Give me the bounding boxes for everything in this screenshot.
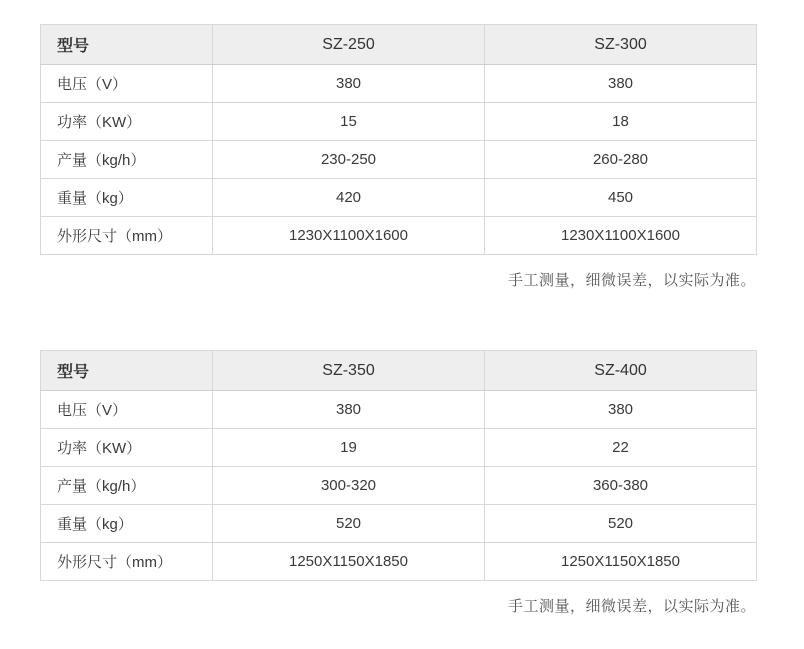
cell-dimensions-sz300: 1230X1100X1600: [485, 217, 757, 255]
cell-output-sz400: 360-380: [485, 467, 757, 505]
table-row: [41, 65, 757, 103]
table-row: [41, 103, 757, 141]
cell-output-sz350: 300-320: [213, 467, 485, 505]
cell-weight-sz350: 520: [213, 505, 485, 543]
spec-block-2: [40, 350, 756, 616]
table-row: [41, 391, 757, 429]
cell-dimensions-sz400: 1250X1150X1850: [485, 543, 757, 581]
cell-dimensions-sz250: 1230X1100X1600: [213, 217, 485, 255]
table-header-row: [41, 25, 757, 65]
spec-table-1: [40, 24, 757, 255]
row-label-voltage: 电压（V）: [41, 391, 213, 429]
table-row: [41, 467, 757, 505]
cell-power-sz350: 19: [213, 429, 485, 467]
table-header-1: [41, 25, 757, 65]
cell-weight-sz250: 420: [213, 179, 485, 217]
table-row: [41, 543, 757, 581]
table-header-row: [41, 351, 757, 391]
table-row: [41, 141, 757, 179]
row-label-output: 产量（kg/h）: [41, 141, 213, 179]
cell-dimensions-sz350: 1250X1150X1850: [213, 543, 485, 581]
spec-block-1: [40, 24, 756, 290]
row-label-voltage: 电压（V）: [41, 65, 213, 103]
row-label-power: 功率（KW）: [41, 103, 213, 141]
cell-output-sz250: 230-250: [213, 141, 485, 179]
cell-power-sz250: 15: [213, 103, 485, 141]
cell-voltage-sz400: 380: [485, 391, 757, 429]
row-label-dimensions: 外形尺寸（mm）: [41, 543, 213, 581]
table-row: [41, 505, 757, 543]
table-row: [41, 429, 757, 467]
cell-voltage-sz300: 380: [485, 65, 757, 103]
cell-power-sz400: 22: [485, 429, 757, 467]
cell-voltage-sz250: 380: [213, 65, 485, 103]
table-body-1: [41, 65, 757, 255]
column-header-sz300: SZ-300: [485, 25, 757, 65]
column-header-model: 型号: [41, 25, 213, 65]
cell-weight-sz400: 520: [485, 505, 757, 543]
column-header-model: 型号: [41, 351, 213, 391]
cell-weight-sz300: 450: [485, 179, 757, 217]
cell-output-sz300: 260-280: [485, 141, 757, 179]
column-header-sz350: SZ-350: [213, 351, 485, 391]
measurement-note-1: 手工测量，细微误差，以实际为准。: [507, 272, 756, 289]
table-row: [41, 217, 757, 255]
measurement-note-2: 手工测量，细微误差，以实际为准。: [507, 598, 756, 615]
row-label-power: 功率（KW）: [41, 429, 213, 467]
table-row: [41, 179, 757, 217]
table-header-2: [41, 351, 757, 391]
row-label-dimensions: 外形尺寸（mm）: [41, 217, 213, 255]
column-header-sz400: SZ-400: [485, 351, 757, 391]
row-label-output: 产量（kg/h）: [41, 467, 213, 505]
row-label-weight: 重量（kg）: [41, 179, 213, 217]
cell-voltage-sz350: 380: [213, 391, 485, 429]
spec-table-2: [40, 350, 757, 581]
table-body-2: [41, 391, 757, 581]
row-label-weight: 重量（kg）: [41, 505, 213, 543]
cell-power-sz300: 18: [485, 103, 757, 141]
column-header-sz250: SZ-250: [213, 25, 485, 65]
